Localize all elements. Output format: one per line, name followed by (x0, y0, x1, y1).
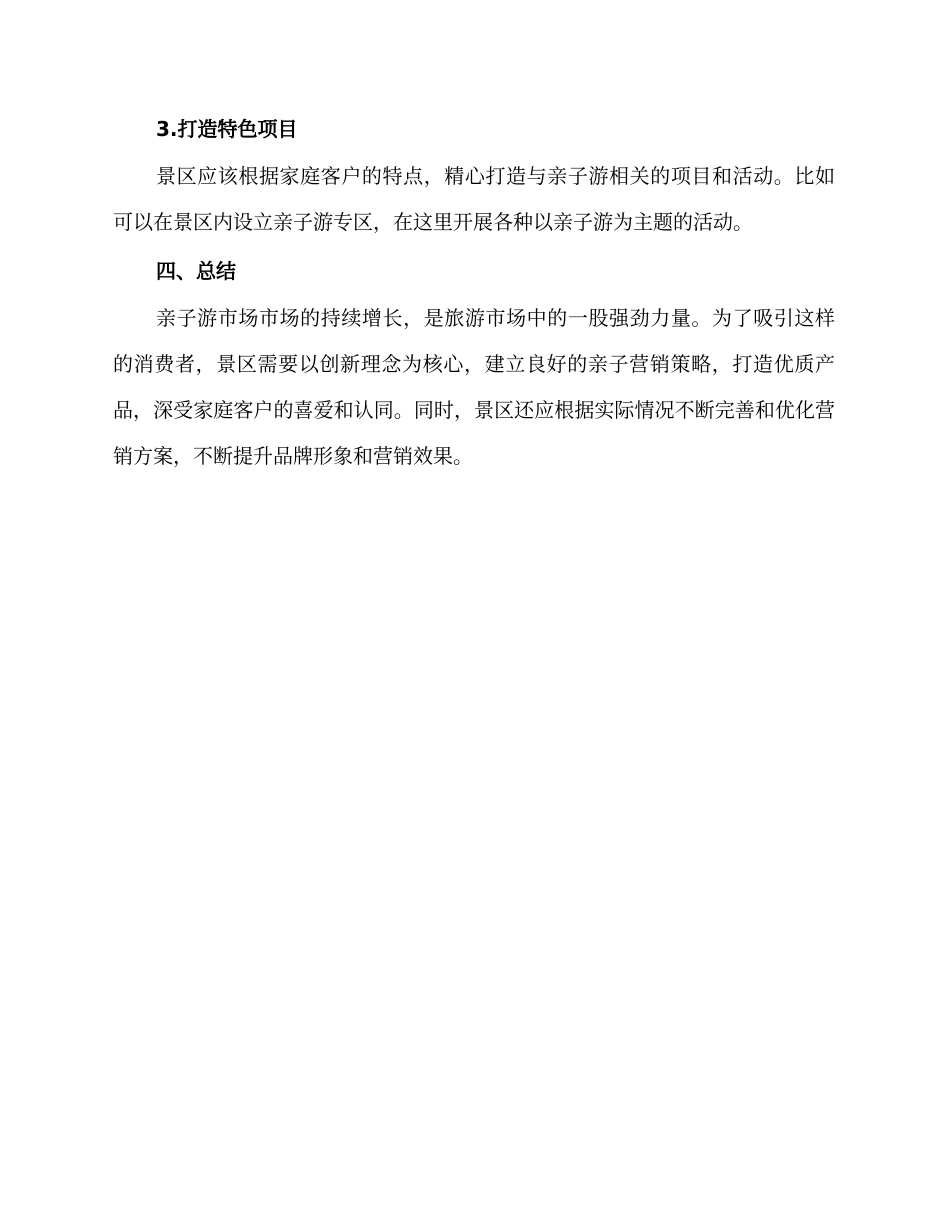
section-heading: 3.打造特色项目 (156, 117, 298, 141)
section-paragraph: 景区应该根据家庭客户的特点，精心打造与亲子游相关的项目和活动。比如可以在景区内设立亲子游专区，在这里开展各种以亲子游为主题的活动。 (113, 164, 835, 234)
section-heading: 四、总结 (156, 259, 236, 283)
section-paragraph: 亲子游市场市场的持续增长，是旅游市场中的一股强劲力量。为了吸引这样的消费者，景区需要以创新理念为核心，建立良好的亲子营销策略，打造优质产品，深受家庭客户的喜爱和认同。同时，景区还应根据实际情况不断完善和优化营销方案，不断提升品牌形象和营销效果。 (113, 306, 835, 468)
document-body (113, 113, 835, 479)
